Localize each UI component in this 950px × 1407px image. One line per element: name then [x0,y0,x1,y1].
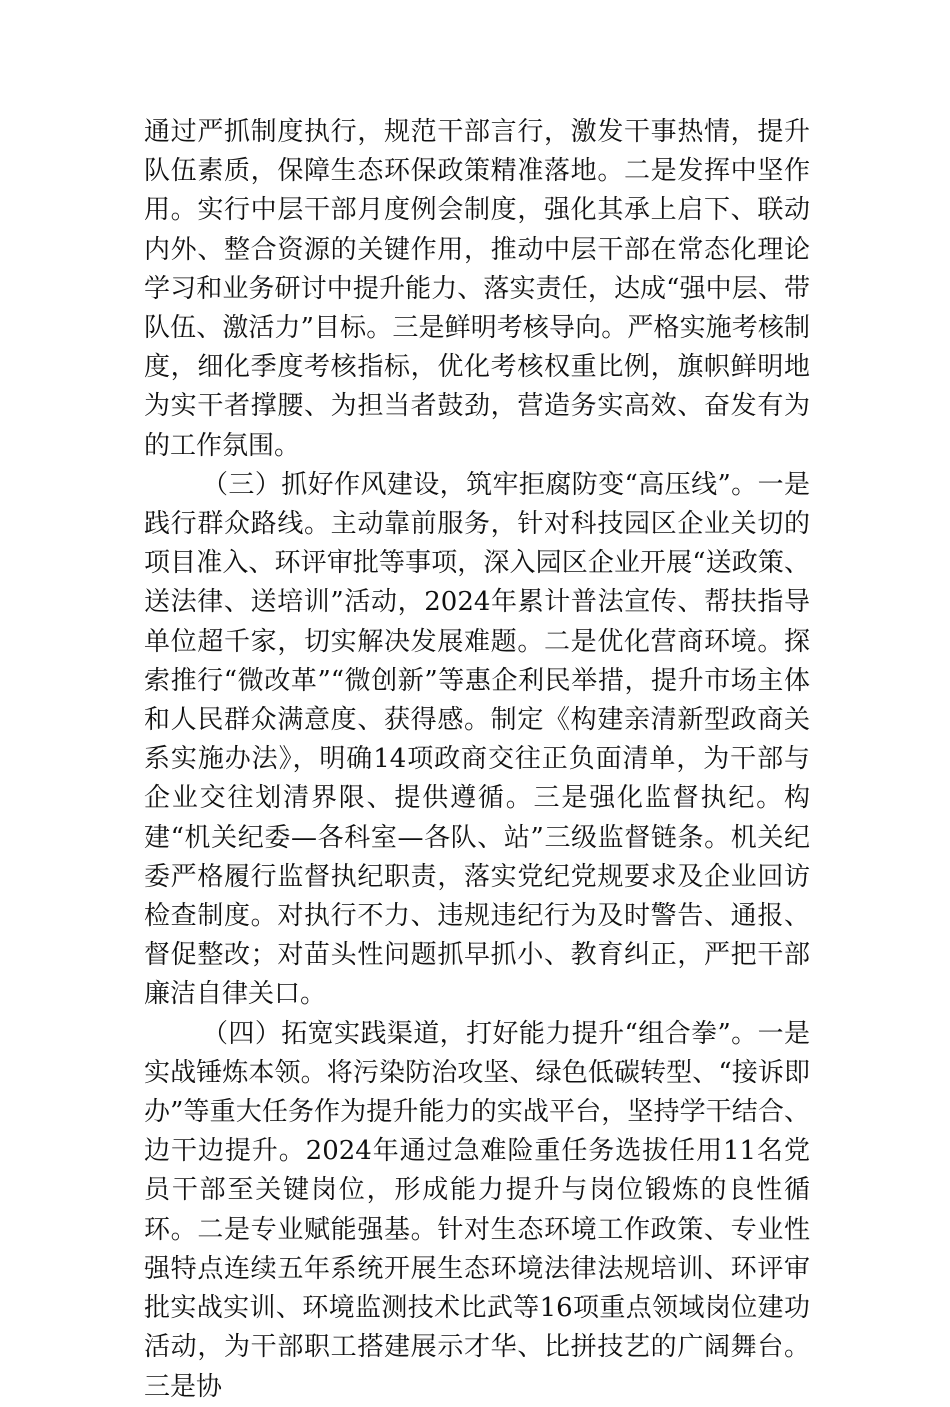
body-text [144,113,810,1407]
paragraph-section-three: （三）抓好作风建设，筑牢拒腐防变“高压线”。一是践行群众路线。主动靠前服务，针对科技园区企业关切的项目准入、环评审批等事项，深入园区企业开展“送政策、送法律、送培训”活动，2024年累计普法宣传、帮扶指导单位超千家，切实解决发展难题。二是优化营商环境。探索推行“微改革”“微创新”等惠企利民举措，提升市场主体和人民群众满意度、获得感。制定《构建亲清新型政商关系实施办法》，明确14项政商交往正负面清单，为干部与企业交往划清界限、提供遵循。三是强化监督执纪。构建“机关纪委—各科室—各队、站”三级监督链条。机关纪委严格履行监督执纪职责，落实党纪党规要求及企业回访检查制度。对执行不力、违规违纪行为及时警告、通报、督促整改；对苗头性问题抓早抓小、教育纠正，严把干部廉洁自律关口。 [144,469,810,1010]
paragraph-continuation: 通过严抓制度执行，规范干部言行，激发干事热情，提升队伍素质，保障生态环保政策精准落地。二是发挥中坚作用。实行中层干部月度例会制度，强化其承上启下、联动内外、整合资源的关键作用，推动中层干部在常态化理论学习和业务研讨中提升能力、落实责任，达成“强中层、带队伍、激活力”目标。三是鲜明考核导向。严格实施考核制度，细化季度考核指标，优化考核权重比例，旗帜鲜明地为实干者撑腰、为担当者鼓劲，营造务实高效、奋发有为的工作氛围。 [144,117,810,461]
paragraph-section-four: （四）拓宽实践渠道，打好能力提升“组合拳”。一是实战锤炼本领。将污染防治攻坚、绿色低碳转型、“接诉即办”等重大任务作为提升能力的实战平台，坚持学干结合、边干边提升。2024年通过急难险重任务选拔任用11名党员干部至关键岗位，形成能力提升与岗位锻炼的良性循环。二是专业赋能强基。针对生态环境工作政策、专业性强特点连续五年系统开展生态环境法律法规培训、环评审批实战实训、环境监测技术比武等16项重点领域岗位建功活动，为干部职工搭建展示才华、比拼技艺的广阔舞台。三是协 [144,1018,810,1402]
